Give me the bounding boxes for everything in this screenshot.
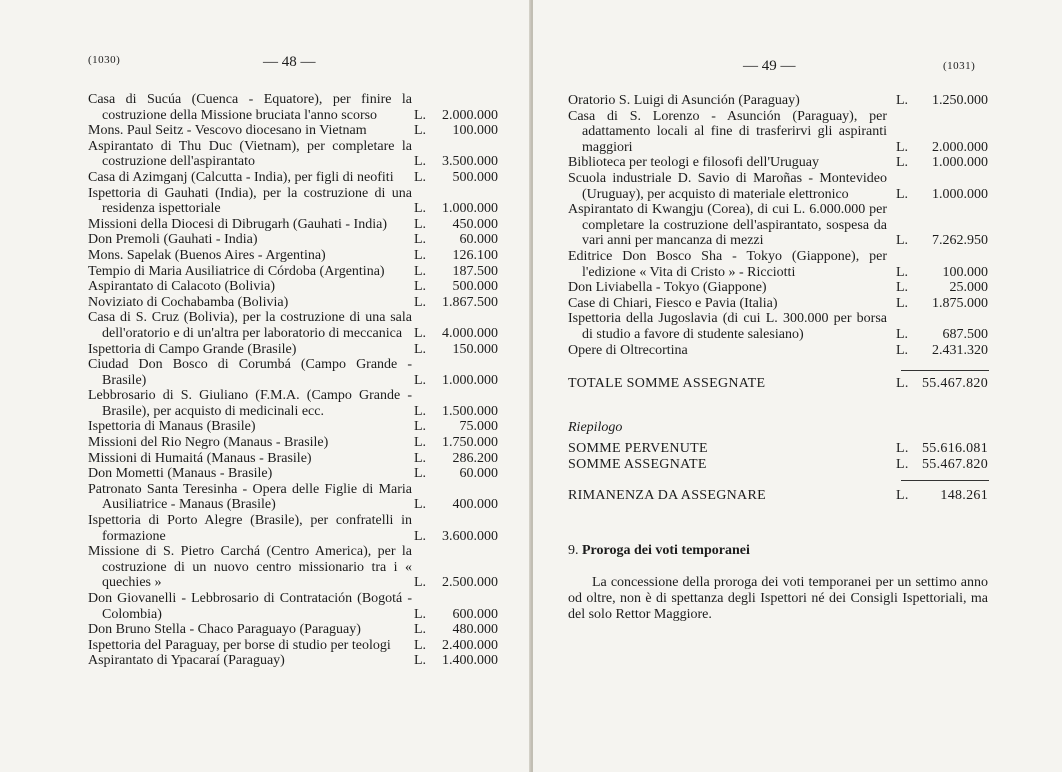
entry-currency: L. — [414, 528, 427, 544]
right-entry-list — [568, 93, 988, 358]
entry-currency: L. — [896, 186, 909, 202]
entry-amount: 3.600.000 — [442, 528, 498, 544]
entry-description: Patronato Santa Teresinha - Opera delle Figlie di Maria Ausiliatrice - Manaus (Brasile) — [88, 481, 412, 513]
entry-description: Missioni di Humaitá (Manaus - Brasile) — [88, 450, 312, 466]
entry-currency: L. — [414, 279, 427, 295]
section-paragraph: La concessione della proroga dei voti temporanei per un settimo anno od oltre, non è di spettanza degli Ispettori né dei Consigli Ispettoriali, ma del solo Rettor Maggiore. — [568, 575, 988, 622]
entry-description: Casa di Azimganj (Calcutta - India), per figli di neofiti — [88, 169, 394, 185]
entry-description: Aspirantato di Ypacaraí (Paraguay) — [88, 653, 285, 669]
rimanenza-amount: 148.261 — [940, 488, 988, 503]
entry-amount: 286.200 — [452, 450, 498, 466]
entry-amount: 500.000 — [452, 279, 498, 295]
entry-description: Don Liviabella - Tokyo (Giappone) — [568, 280, 767, 296]
ledger-entry — [88, 248, 502, 264]
entry-description: Mons. Paul Seitz - Vescovo diocesano in Vietnam — [88, 123, 367, 139]
entry-currency: L. — [414, 294, 427, 310]
entry-description: Missioni del Rio Negro (Manaus - Brasile) — [88, 435, 329, 451]
entry-currency: L. — [896, 295, 909, 311]
left-page-number: (1030) — [88, 54, 121, 66]
entry-description: Oratorio S. Luigi di Asunción (Paraguay) — [568, 93, 800, 108]
ledger-entry — [88, 170, 502, 186]
entry-amount: 1.000.000 — [932, 186, 988, 202]
left-entry-list — [88, 92, 502, 669]
entry-description: Aspirantato di Kwangju (Corea), di cui L. 6.000.000 per completare la costruzione dell'aspirantato, sospesa da vari anni per mancanza di mezzi — [568, 202, 887, 249]
entry-currency: L. — [414, 201, 427, 217]
ledger-entry — [88, 544, 502, 591]
ledger-entry — [88, 513, 502, 544]
entry-description: Biblioteca per teologi e filosofi dell'Uruguay — [568, 155, 819, 171]
entry-amount: 7.262.950 — [932, 233, 988, 249]
entry-amount: 500.000 — [452, 169, 498, 185]
entry-amount: 187.500 — [452, 263, 498, 279]
assegnate-currency: L. — [896, 457, 909, 472]
pervenute-amount: 55.616.081 — [922, 441, 988, 456]
entry-currency: L. — [414, 263, 427, 279]
entry-description: Ispettoria della Jugoslavia (di cui L. 300.000 per borsa di studio a favore di studente salesiano) — [568, 311, 887, 342]
entry-amount: 3.500.000 — [442, 154, 498, 170]
ledger-entry — [88, 279, 502, 295]
entry-amount: 1.000.000 — [442, 201, 498, 217]
entry-currency: L. — [414, 341, 427, 357]
entry-description: Don Giovanelli - Lebbrosario di Contratación (Bogotá - Colombia) — [88, 591, 412, 622]
entry-amount: 1.875.000 — [932, 295, 988, 311]
entry-amount: 400.000 — [452, 497, 498, 513]
entry-amount: 480.000 — [452, 622, 498, 638]
entry-currency: L. — [414, 169, 427, 185]
ledger-entry — [88, 186, 502, 217]
assegnate-amount: 55.467.820 — [922, 457, 988, 472]
right-page-number: (1031) — [943, 60, 976, 72]
entry-amount: 1.250.000 — [932, 93, 988, 108]
entry-amount: 75.000 — [459, 419, 498, 435]
ledger-entry — [88, 638, 502, 654]
entry-description: Don Premoli (Gauhati - India) — [88, 232, 258, 248]
entry-description: Missioni della Diocesi di Dibrugarh (Gauhati - India) — [88, 216, 387, 232]
entry-description: Ispettoria del Paraguay, per borse di studio per teologi — [88, 637, 391, 653]
ledger-entry — [568, 280, 988, 296]
entry-currency: L. — [414, 466, 427, 482]
ledger-entry — [568, 343, 988, 359]
rimanenza-rule — [901, 480, 989, 481]
pervenute-currency: L. — [896, 441, 909, 456]
rimanenza-label: RIMANENZA DA ASSEGNARE — [568, 488, 766, 503]
entry-currency: L. — [414, 123, 427, 139]
entry-currency: L. — [414, 154, 427, 170]
pervenute-label: SOMME PERVENUTE — [568, 441, 708, 456]
entry-description: Ispettoria di Campo Grande (Brasile) — [88, 341, 297, 357]
entry-currency: L. — [414, 497, 427, 513]
entry-description: Casa di S. Lorenzo - Asunción (Paraguay), per adattamento locali al fine di trasferirvi gli aspiranti maggiori — [568, 108, 887, 155]
entry-currency: L. — [414, 107, 427, 123]
entry-amount: 2.431.320 — [932, 342, 988, 358]
entry-currency: L. — [414, 450, 427, 466]
entry-amount: 100.000 — [942, 264, 988, 280]
entry-description: Noviziato di Cochabamba (Bolivia) — [88, 294, 289, 310]
entry-description: Ispettoria di Porto Alegre (Brasile), per confratelli in formazione — [88, 513, 412, 544]
total-amount: 55.467.820 — [922, 376, 988, 391]
entry-description: Aspirantato di Thu Duc (Vietnam), per completare la costruzione dell'aspirantato — [88, 138, 412, 170]
right-page — [533, 0, 1062, 772]
entry-currency: L. — [414, 435, 427, 451]
entry-amount: 687.500 — [942, 326, 988, 342]
entry-currency: L. — [414, 653, 427, 669]
entry-currency: L. — [896, 326, 909, 342]
entry-description: Scuola industriale D. Savio di Maroñas - Montevideo (Uruguay), per acquisto di materiale elettronico — [568, 170, 887, 202]
entry-description: Ciudad Don Bosco di Corumbá (Campo Grande - Brasile) — [88, 357, 412, 388]
ledger-entry — [88, 342, 502, 358]
right-page-header: — 49 — — [743, 58, 796, 74]
ledger-entry — [88, 388, 502, 419]
entry-amount: 1.400.000 — [442, 653, 498, 669]
entry-currency: L. — [896, 155, 909, 171]
ledger-entry — [88, 591, 502, 622]
entry-description: Tempio di Maria Ausiliatrice di Córdoba (Argentina) — [88, 263, 385, 279]
entry-amount: 60.000 — [459, 466, 498, 482]
ledger-entry — [88, 92, 502, 123]
ledger-entry — [568, 249, 988, 280]
section-title: Proroga dei voti temporanei — [582, 543, 750, 558]
entry-currency: L. — [414, 622, 427, 638]
entry-description: Lebbrosario di S. Giuliano (F.M.A. (Campo Grande - Brasile), per acquisto di medicinali ecc. — [88, 388, 412, 419]
entry-description: Case di Chiari, Fiesco e Pavia (Italia) — [568, 295, 778, 311]
entry-currency: L. — [896, 264, 909, 280]
total-rule — [901, 370, 989, 371]
ledger-entry — [568, 109, 988, 156]
ledger-entry — [88, 622, 502, 638]
ledger-entry — [88, 451, 502, 467]
entry-amount: 1.750.000 — [442, 435, 498, 451]
entry-description: Mons. Sapelak (Buenos Aires - Argentina) — [88, 247, 326, 263]
entry-amount: 1.000.000 — [442, 372, 498, 388]
entry-currency: L. — [414, 403, 427, 419]
entry-amount: 4.000.000 — [442, 325, 498, 341]
ledger-entry — [88, 232, 502, 248]
entry-amount: 150.000 — [452, 341, 498, 357]
left-page-header: — 48 — — [263, 54, 316, 70]
entry-amount: 2.400.000 — [442, 637, 498, 653]
entry-currency: L. — [414, 419, 427, 435]
ledger-entry — [568, 311, 988, 342]
entry-description: Casa di S. Cruz (Bolivia), per la costruzione di una sala dell'oratorio e di un'altra per laboratorio di meccanica — [88, 310, 412, 341]
section-number: 9. — [568, 543, 579, 558]
entry-currency: L. — [896, 342, 909, 358]
entry-currency: L. — [896, 93, 909, 108]
entry-description: Ispettoria di Gauhati (India), per la costruzione di una residenza ispettoriale — [88, 185, 412, 217]
riepilogo-label: Riepilogo — [568, 420, 623, 435]
entry-amount: 126.100 — [452, 247, 498, 263]
ledger-entry — [88, 435, 502, 451]
entry-currency: L. — [414, 247, 427, 263]
entry-amount: 1.867.500 — [442, 294, 498, 310]
entry-currency: L. — [414, 232, 427, 248]
entry-currency: L. — [896, 139, 909, 155]
entry-amount: 450.000 — [452, 216, 498, 232]
entry-description: Ispettoria di Manaus (Brasile) — [88, 419, 256, 435]
ledger-entry — [88, 295, 502, 311]
entry-currency: L. — [414, 372, 427, 388]
entry-amount: 100.000 — [452, 123, 498, 139]
ledger-entry — [88, 357, 502, 388]
ledger-entry — [88, 419, 502, 435]
ledger-entry — [568, 93, 988, 109]
assegnate-label: SOMME ASSEGNATE — [568, 457, 707, 472]
entry-amount: 1.000.000 — [932, 155, 988, 171]
entry-amount: 600.000 — [452, 606, 498, 622]
entry-currency: L. — [414, 325, 427, 341]
entry-amount: 60.000 — [459, 232, 498, 248]
total-label: TOTALE SOMME ASSEGNATE — [568, 376, 766, 391]
ledger-entry — [88, 466, 502, 482]
entry-amount: 2.500.000 — [442, 575, 498, 591]
entry-amount: 1.500.000 — [442, 403, 498, 419]
entry-amount: 2.000.000 — [932, 139, 988, 155]
entry-description: Don Mometti (Manaus - Brasile) — [88, 466, 273, 482]
entry-currency: L. — [414, 575, 427, 591]
entry-description: Aspirantato di Calacoto (Bolivia) — [88, 279, 276, 295]
ledger-entry — [88, 264, 502, 280]
rimanenza-currency: L. — [896, 488, 909, 503]
ledger-entry — [568, 171, 988, 202]
entry-description: Casa di Sucúa (Cuenca - Equatore), per finire la costruzione della Missione bruciata l'anno scorso — [88, 92, 412, 123]
ledger-entry — [568, 155, 988, 171]
entry-currency: L. — [414, 216, 427, 232]
ledger-entry — [88, 123, 502, 139]
ledger-entry — [88, 310, 502, 341]
entry-currency: L. — [414, 637, 427, 653]
ledger-entry — [88, 217, 502, 233]
ledger-entry — [88, 482, 502, 513]
entry-description: Don Bruno Stella - Chaco Paraguayo (Paraguay) — [88, 622, 361, 638]
ledger-entry — [568, 296, 988, 312]
entry-currency: L. — [896, 233, 909, 249]
entry-amount: 2.000.000 — [442, 107, 498, 123]
entry-description: Opere di Oltrecortina — [568, 342, 688, 358]
entry-currency: L. — [896, 280, 909, 296]
section-heading — [568, 543, 750, 559]
ledger-entry — [568, 202, 988, 249]
total-currency: L. — [896, 376, 909, 391]
entry-currency: L. — [414, 606, 427, 622]
entry-description: Editrice Don Bosco Sha - Tokyo (Giappone), per l'edizione « Vita di Cristo » - Ricciotti — [568, 248, 887, 280]
entry-description: Missione di S. Pietro Carchá (Centro America), per la costruzione di un nuovo centro missionario tra i « quechies » — [88, 544, 412, 591]
ledger-entry — [88, 653, 502, 669]
ledger-entry — [88, 139, 502, 170]
entry-amount: 25.000 — [949, 280, 988, 296]
